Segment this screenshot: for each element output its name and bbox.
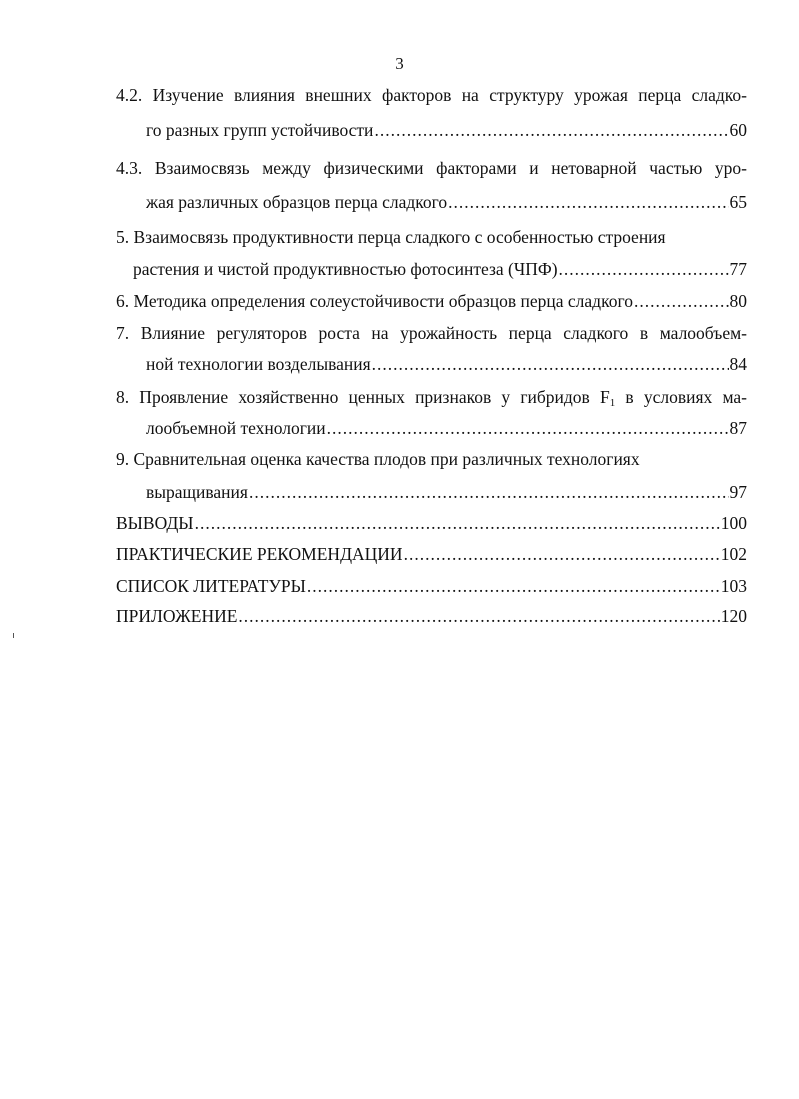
toc-entry-appendix-title: ПРИЛОЖЕНИЕ bbox=[116, 606, 238, 626]
toc-entry-4-3-page: 65 bbox=[729, 192, 747, 212]
toc-entry-5-title-end: растения и чистой продуктивностью фотосинтеза (ЧПФ) bbox=[133, 259, 558, 279]
toc-entry-8-title-end: лообъемной технологии bbox=[146, 418, 326, 438]
toc-entry-9-title-end: выращивания bbox=[146, 482, 248, 502]
toc-entry-8-line2 bbox=[146, 417, 747, 439]
dot-leader bbox=[195, 512, 720, 534]
toc-entry-8-line1 bbox=[116, 386, 747, 414]
toc-entry-appendix-page: 120 bbox=[720, 606, 747, 626]
subscript-1: 1 bbox=[609, 397, 616, 409]
toc-entry-references bbox=[116, 575, 747, 597]
toc-entry-recommendations-title: ПРАКТИЧЕСКИЕ РЕКОМЕНДАЦИИ bbox=[116, 544, 403, 564]
toc-entry-conclusions bbox=[116, 512, 747, 534]
dot-leader bbox=[374, 119, 728, 141]
toc-entry-5-line1: 5. Взаимосвязь продуктивности перца сладкого с особенностью строения bbox=[116, 227, 666, 247]
toc-entry-8-line1-part-a: 8. Проявление хозяйственно ценных признаков у гибридов F bbox=[116, 387, 610, 407]
toc-entry-9-page: 97 bbox=[729, 482, 747, 502]
toc-entry-4-3-line2 bbox=[146, 191, 747, 213]
toc-entry-references-page: 103 bbox=[720, 576, 747, 596]
toc-entry-recommendations bbox=[116, 543, 747, 565]
toc-entry-conclusions-page: 100 bbox=[720, 513, 747, 533]
toc-entry-8-page: 87 bbox=[729, 418, 747, 438]
dot-leader bbox=[327, 417, 729, 439]
toc-entry-6-title: 6. Методика определения солеустойчивости образцов перца сладкого bbox=[116, 291, 633, 311]
toc-entry-8-line1-part-b: в условиях ма- bbox=[615, 387, 747, 407]
toc-entry-4-2-page: 60 bbox=[729, 120, 747, 140]
toc-entry-4-2-line2 bbox=[146, 119, 747, 141]
toc-entry-conclusions-title: ВЫВОДЫ bbox=[116, 513, 194, 533]
toc-entry-9-line2 bbox=[146, 481, 747, 503]
toc-entry-references-title: СПИСОК ЛИТЕРАТУРЫ bbox=[116, 576, 306, 596]
dot-leader bbox=[238, 605, 719, 627]
toc-entry-appendix bbox=[116, 605, 747, 627]
dot-leader bbox=[559, 258, 729, 280]
toc-entry-6 bbox=[116, 290, 747, 312]
toc-entry-5-page: 77 bbox=[729, 259, 747, 279]
page-number: 3 bbox=[395, 54, 404, 73]
dot-leader bbox=[404, 543, 720, 565]
toc-entry-4-3-line1: 4.3. Взаимосвязь между физическими факторами и нетоварной частью уро- bbox=[116, 158, 747, 178]
dot-leader bbox=[249, 481, 729, 503]
dot-leader bbox=[372, 353, 729, 375]
toc-entry-4-2-title-end: го разных групп устойчивости bbox=[146, 120, 374, 140]
toc-entry-5-line2 bbox=[133, 258, 747, 280]
toc-entry-7-line1: 7. Влияние регуляторов роста на урожайность перца сладкого в малообъем- bbox=[116, 323, 747, 343]
toc-entry-9-line1: 9. Сравнительная оценка качества плодов при различных технологиях bbox=[116, 449, 640, 469]
dot-leader bbox=[448, 191, 728, 213]
dot-leader bbox=[634, 290, 729, 312]
dot-leader bbox=[307, 575, 720, 597]
toc-entry-6-page: 80 bbox=[729, 291, 747, 311]
toc-entry-7-line2 bbox=[146, 353, 747, 375]
toc-entry-4-3-title-end: жая различных образцов перца сладкого bbox=[146, 192, 448, 212]
toc-entry-4-2-line1: 4.2. Изучение влияния внешних факторов на структуру урожая перца сладко- bbox=[116, 85, 747, 105]
scan-artifact bbox=[13, 633, 14, 638]
toc-entry-7-title-end: ной технологии возделывания bbox=[146, 354, 371, 374]
toc-entry-recommendations-page: 102 bbox=[720, 544, 747, 564]
toc-entry-7-page: 84 bbox=[729, 354, 747, 374]
